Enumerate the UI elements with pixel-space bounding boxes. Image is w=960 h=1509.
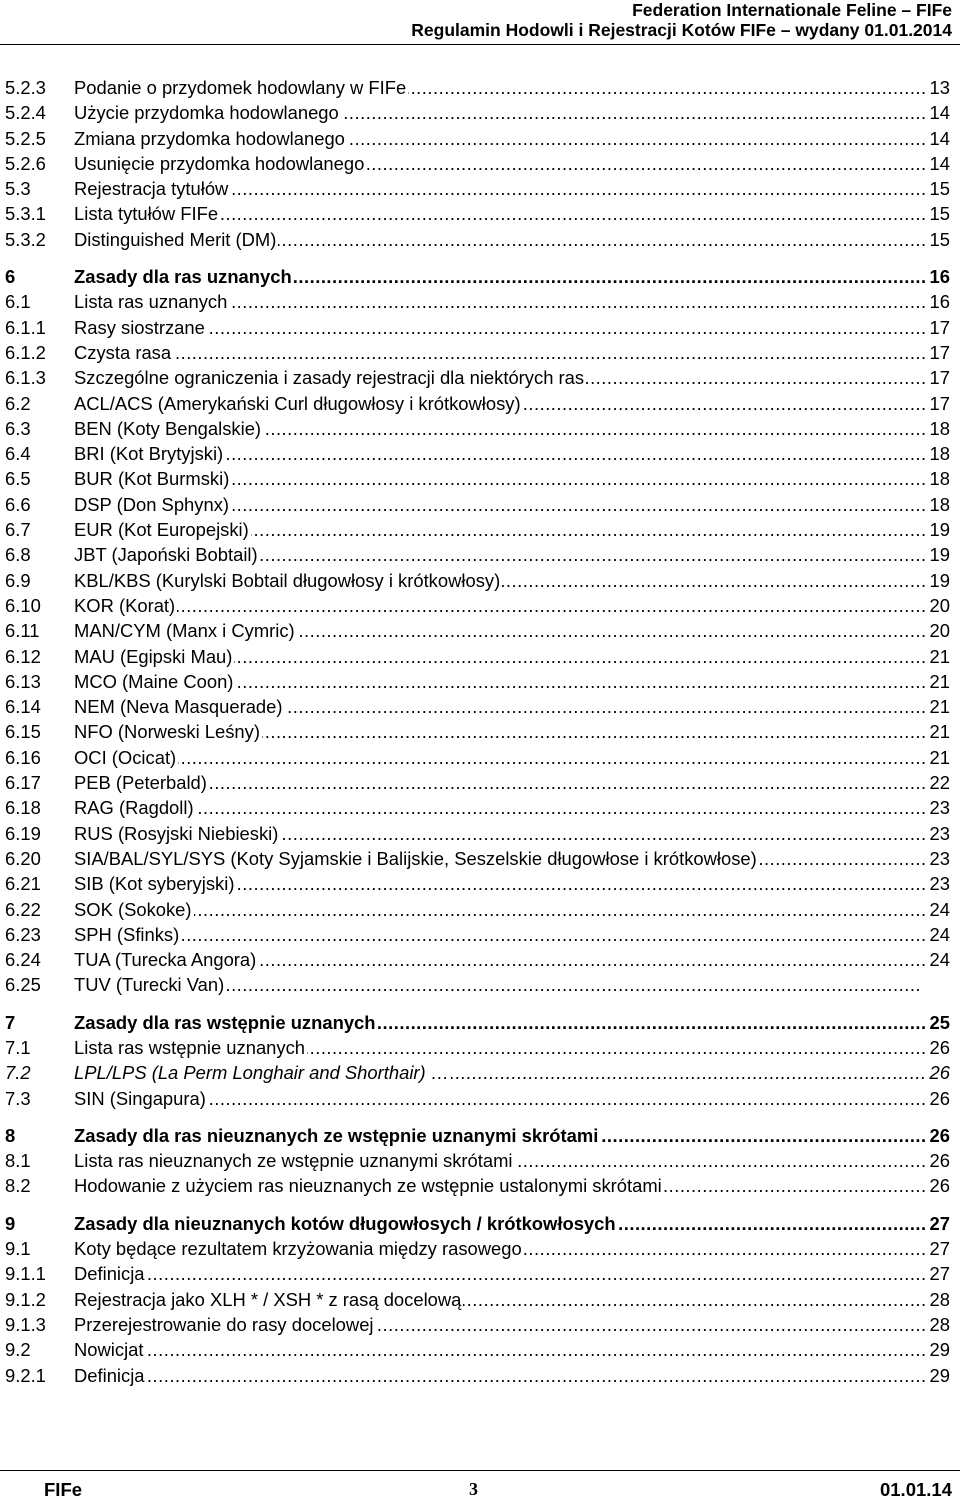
- toc-entry[interactable]: [0, 1123, 960, 1148]
- toc-entry-title: PEB (Peterbald): [74, 770, 209, 795]
- toc-entry-number: 6: [5, 266, 16, 288]
- table-of-contents: [0, 75, 960, 1388]
- toc-entry-page: 17: [927, 391, 950, 416]
- toc-entry-number: 6.16: [5, 746, 41, 768]
- toc-entry-title-line: [74, 1148, 950, 1173]
- toc-entry[interactable]: [0, 201, 960, 226]
- toc-entry-number: 7: [5, 1011, 16, 1033]
- toc-entry-title-line: [74, 694, 950, 719]
- toc-entry-title: BRI (Kot Brytyjski): [74, 441, 225, 466]
- toc-entry-number: 8.1: [5, 1150, 31, 1172]
- toc-entry-title: Lista ras uznanych: [74, 289, 229, 314]
- toc-entry-title-line: [74, 365, 950, 390]
- toc-entry-number: 8.2: [5, 1175, 31, 1197]
- toc-entry-title-line: [74, 126, 950, 151]
- toc-entry[interactable]: [0, 719, 960, 744]
- toc-entry[interactable]: [0, 1035, 960, 1060]
- toc-entry-title: Hodowanie z użyciem ras nieuznanych ze wstępnie ustalonymi skrótami: [74, 1173, 664, 1198]
- toc-entry-page: 26: [927, 1035, 950, 1060]
- toc-entry-number: 5.2.4: [5, 102, 46, 124]
- toc-entry[interactable]: [0, 340, 960, 365]
- toc-entry-number: 6.13: [5, 670, 41, 692]
- toc-entry[interactable]: [0, 618, 960, 643]
- toc-entry-title: Zasady dla ras nieuznanych ze wstępnie uznanymi skrótami: [74, 1123, 600, 1148]
- toc-entry-title: BUR (Kot Burmski): [74, 466, 231, 491]
- toc-entry-number: 6.24: [5, 949, 41, 971]
- toc-entry-title: Zasady dla ras wstępnie uznanych: [74, 1010, 378, 1035]
- toc-entry-page: 14: [927, 100, 950, 125]
- toc-entry-title-line: [74, 1123, 950, 1148]
- toc-entry-number: 6.2: [5, 392, 31, 414]
- toc-entry-title-line: [74, 1060, 950, 1085]
- toc-entry-title: KOR (Korat): [74, 593, 177, 618]
- toc-entry[interactable]: [0, 151, 960, 176]
- toc-entry-title-line: [74, 201, 950, 226]
- toc-entry-title-line: [74, 340, 950, 365]
- toc-entry-title: RAG (Ragdoll): [74, 795, 196, 820]
- toc-entry[interactable]: [0, 1312, 960, 1337]
- toc-entry-number: 6.17: [5, 772, 41, 794]
- toc-entry-title-line: [74, 289, 950, 314]
- toc-entry-title: Koty będące rezultatem krzyżowania między rasowego: [74, 1236, 524, 1261]
- toc-entry-page: 21: [927, 644, 950, 669]
- toc-entry-title: Podanie o przydomek hodowlany w FIFe: [74, 75, 408, 100]
- toc-entry[interactable]: [0, 227, 960, 252]
- toc-entry-number: 9.2.1: [5, 1364, 46, 1386]
- toc-entry-title: TUA (Turecka Angora): [74, 947, 258, 972]
- toc-entry-page: 26: [927, 1173, 950, 1198]
- toc-entry-page: 20: [927, 593, 950, 618]
- toc-entry-title-line: [74, 542, 950, 567]
- toc-entry[interactable]: [0, 391, 960, 416]
- toc-entry-page: 23: [927, 846, 950, 871]
- header-org-name: Federation Internationale Feline – FIFe: [632, 0, 952, 20]
- toc-entry-number: 7.3: [5, 1087, 31, 1109]
- toc-entry-title: MAN/CYM (Manx i Cymric): [74, 618, 297, 643]
- toc-entry-title: SIN (Singapura): [74, 1086, 208, 1111]
- toc-entry-page: 18: [927, 466, 950, 491]
- toc-entry-title-line: [74, 770, 950, 795]
- toc-entry[interactable]: [0, 1236, 960, 1261]
- toc-entry-title-line: [74, 1211, 950, 1236]
- toc-entry-number: 9.1: [5, 1238, 31, 1260]
- footer-page-number: 3: [469, 1479, 478, 1499]
- toc-entry-title-line: [74, 795, 950, 820]
- toc-entry-page: 23: [927, 795, 950, 820]
- toc-entry-title-line: [74, 846, 950, 871]
- toc-entry-number: 5.2.3: [5, 77, 46, 98]
- toc-entry-title: NFO (Norweski Leśny): [74, 719, 262, 744]
- toc-entry-title-line: [74, 416, 950, 441]
- toc-entry-title-line: [74, 821, 950, 846]
- toc-entry-page: 17: [927, 340, 950, 365]
- toc-entry-number: 6.1: [5, 291, 31, 313]
- toc-entry-title-line: [74, 315, 950, 340]
- toc-entry[interactable]: [0, 365, 960, 390]
- toc-entry-page: 25: [927, 1010, 950, 1035]
- toc-entry[interactable]: [0, 1287, 960, 1312]
- toc-entry-title-line: [74, 1010, 950, 1035]
- toc-entry-title: Distinguished Merit (DM): [74, 227, 278, 252]
- toc-entry-title-line: [74, 593, 950, 618]
- toc-entry-number: 8: [5, 1124, 16, 1146]
- toc-entry-title: Rasy siostrzane: [74, 315, 207, 340]
- toc-entry-title: SIB (Kot syberyjski): [74, 871, 236, 896]
- toc-entry-title-line: [74, 669, 950, 694]
- toc-entry-page: 23: [927, 821, 950, 846]
- toc-entry[interactable]: [0, 1086, 960, 1111]
- toc-entry[interactable]: [0, 176, 960, 201]
- toc-entry-page: 27: [927, 1236, 950, 1261]
- toc-entry-number: 6.7: [5, 519, 31, 541]
- toc-entry-title-line: [74, 517, 950, 542]
- toc-entry-number: 9.2: [5, 1339, 31, 1361]
- toc-entry-title: Nowicjat: [74, 1337, 146, 1362]
- toc-entry-number: 6.1.3: [5, 367, 46, 389]
- toc-entry-number: 6.4: [5, 443, 31, 465]
- toc-entry-page: 16: [927, 289, 950, 314]
- toc-entry-number: 6.18: [5, 797, 41, 819]
- toc-entry-title-line: [74, 1363, 950, 1388]
- toc-entry[interactable]: [0, 795, 960, 820]
- page-footer: [0, 1470, 960, 1509]
- toc-entry[interactable]: [0, 1173, 960, 1198]
- toc-entry[interactable]: [0, 922, 960, 947]
- toc-entry[interactable]: [0, 517, 960, 542]
- toc-entry[interactable]: [0, 897, 960, 922]
- toc-entry-number: 6.15: [5, 721, 41, 743]
- toc-entry-title-line: [74, 1035, 950, 1060]
- toc-entry-number: 6.8: [5, 544, 31, 566]
- toc-entry-page: 17: [927, 315, 950, 340]
- toc-entry-title: SIA/BAL/SYL/SYS (Koty Syjamskie i Balijskie, Seszelskie długowłose i krótkowłose): [74, 846, 759, 871]
- toc-entry[interactable]: [0, 1148, 960, 1173]
- toc-entry[interactable]: [0, 492, 960, 517]
- toc-entry-page: 14: [927, 151, 950, 176]
- toc-entry-number: 5.2.5: [5, 127, 46, 149]
- toc-entry-title-line: [74, 492, 950, 517]
- toc-entry-title-line: [74, 264, 950, 289]
- toc-entry-title-line: [74, 441, 950, 466]
- toc-entry-title-line: [74, 1312, 950, 1337]
- toc-entry[interactable]: [0, 264, 960, 289]
- toc-entry-page: 26: [927, 1086, 950, 1111]
- toc-entry[interactable]: [0, 1010, 960, 1035]
- toc-entry[interactable]: [0, 972, 960, 997]
- toc-entry-title-line: [74, 1287, 950, 1312]
- toc-entry-title-line: [74, 618, 950, 643]
- toc-entry-title: RUS (Rosyjski Niebieski): [74, 821, 280, 846]
- toc-entry-page: 28: [927, 1287, 950, 1312]
- header-document-title: Regulamin Hodowli i Rejestracji Kotów FIFe – wydany 01.01.2014: [411, 20, 952, 40]
- toc-entry-page: 29: [927, 1363, 950, 1388]
- toc-entry-title-line: [74, 1086, 950, 1111]
- toc-entry-title: Rejestracja tytułów: [74, 176, 230, 201]
- toc-entry[interactable]: [0, 947, 960, 972]
- toc-entry-title-line: [74, 466, 950, 491]
- toc-entry-title: LPL/LPS (La Perm Longhair and Shorthair) …: [74, 1060, 451, 1085]
- toc-entry-number: 6.1.1: [5, 316, 46, 338]
- toc-entry-number: 6.11: [5, 620, 40, 642]
- toc-entry-title-line: [74, 1236, 950, 1261]
- toc-entry-page: 23: [927, 871, 950, 896]
- toc-entry-number: 5.3.2: [5, 228, 46, 250]
- toc-entry-page: 15: [927, 201, 950, 226]
- toc-entry-title-line: [74, 1337, 950, 1362]
- toc-entry-number: 5.3.1: [5, 203, 46, 225]
- toc-entry-title: ACL/ACS (Amerykański Curl długowłosy i krótkowłosy): [74, 391, 523, 416]
- toc-entry-page: 28: [927, 1312, 950, 1337]
- toc-entry[interactable]: [0, 1337, 960, 1362]
- toc-entry-page: 19: [927, 542, 950, 567]
- toc-entry-page: 21: [927, 745, 950, 770]
- toc-entry-page: 24: [927, 947, 950, 972]
- toc-entry[interactable]: [0, 1060, 960, 1085]
- toc-entry-number: 9: [5, 1212, 16, 1234]
- toc-entry-title: EUR (Kot Europejski): [74, 517, 251, 542]
- toc-entry-page: 15: [927, 176, 950, 201]
- toc-entry-number: 6.20: [5, 847, 41, 869]
- toc-entry-title-line: [74, 644, 950, 669]
- toc-entry[interactable]: [0, 745, 960, 770]
- toc-entry-number: 6.6: [5, 493, 31, 515]
- toc-entry-title: Lista ras wstępnie uznanych: [74, 1035, 307, 1060]
- toc-entry-number: 9.1.1: [5, 1263, 46, 1285]
- toc-entry-page: 20: [927, 618, 950, 643]
- toc-entry[interactable]: [0, 669, 960, 694]
- toc-entry-title: TUV (Turecki Van): [74, 972, 226, 997]
- toc-entry-page: 21: [927, 694, 950, 719]
- toc-entry-number: 6.9: [5, 569, 31, 591]
- toc-entry-page: 26: [927, 1123, 950, 1148]
- toc-entry-page: 18: [927, 416, 950, 441]
- toc-entry-number: 6.10: [5, 594, 41, 616]
- toc-entry-title: Usunięcie przydomka hodowlanego: [74, 151, 366, 176]
- toc-entry-number: 5.2.6: [5, 152, 46, 174]
- toc-entry-page: 24: [927, 922, 950, 947]
- toc-entry-page: 27: [927, 1211, 950, 1236]
- toc-entry-page: 19: [927, 517, 950, 542]
- toc-entry-number: 6.19: [5, 822, 41, 844]
- toc-entry-page: 26: [927, 1060, 950, 1085]
- toc-entry[interactable]: [0, 770, 960, 795]
- toc-entry-title-line: [74, 972, 950, 997]
- toc-entry-page: 16: [927, 264, 950, 289]
- toc-entry-title: DSP (Don Sphynx): [74, 492, 231, 517]
- toc-entry[interactable]: [0, 1211, 960, 1236]
- toc-entry-title-line: [74, 922, 950, 947]
- toc-entry-page: 18: [927, 441, 950, 466]
- toc-entry[interactable]: [0, 315, 960, 340]
- toc-entry-page: 21: [927, 719, 950, 744]
- toc-entry-page: 15: [927, 227, 950, 252]
- toc-entry-number: 6.22: [5, 898, 41, 920]
- toc-entry-title: KBL/KBS (Kurylski Bobtail długowłosy i krótkowłosy): [74, 568, 502, 593]
- toc-entry-number: 7.1: [5, 1036, 31, 1058]
- toc-entry-page: 19: [927, 568, 950, 593]
- toc-entry[interactable]: [0, 821, 960, 846]
- toc-entry-title-line: [74, 75, 950, 100]
- toc-entry-number: 6.23: [5, 923, 41, 945]
- toc-entry-title: MCO (Maine Coon): [74, 669, 235, 694]
- toc-entry-page: 21: [927, 669, 950, 694]
- toc-entry-number: 5.3: [5, 178, 31, 200]
- toc-entry[interactable]: [0, 126, 960, 151]
- toc-entry[interactable]: [0, 1363, 960, 1388]
- toc-entry-number: 6.1.2: [5, 341, 46, 363]
- toc-entry[interactable]: [0, 441, 960, 466]
- toc-entry-number: 7.2: [5, 1062, 31, 1084]
- toc-entry[interactable]: [0, 75, 960, 100]
- toc-entry[interactable]: [0, 644, 960, 669]
- toc-entry[interactable]: [0, 100, 960, 125]
- footer-org: FIFe: [44, 1479, 83, 1500]
- toc-entry-page: 14: [927, 126, 950, 151]
- toc-entry-title-line: [74, 745, 950, 770]
- toc-entry-page: 24: [927, 897, 950, 922]
- toc-entry-number: 6.25: [5, 974, 41, 996]
- toc-entry[interactable]: [0, 568, 960, 593]
- toc-entry[interactable]: [0, 593, 960, 618]
- toc-entry[interactable]: [0, 846, 960, 871]
- toc-entry-number: 6.14: [5, 696, 41, 718]
- toc-entry-title: SOK (Sokoke): [74, 897, 194, 922]
- toc-entry-title: Zasady dla nieuznanych kotów długowłosych / krótkowłosych: [74, 1211, 618, 1236]
- toc-entry-title: JBT (Japoński Bobtail): [74, 542, 260, 567]
- toc-entry-title: OCI (Ocicat): [74, 745, 178, 770]
- toc-entry-title: Czysta rasa: [74, 340, 173, 365]
- toc-entry-number: 9.1.2: [5, 1288, 46, 1310]
- toc-entry-title: Zasady dla ras uznanych: [74, 264, 294, 289]
- toc-entry-page: 18: [927, 492, 950, 517]
- toc-entry[interactable]: [0, 1261, 960, 1286]
- toc-entry[interactable]: [0, 542, 960, 567]
- toc-entry-number: 6.3: [5, 417, 31, 439]
- toc-entry-title-line: [74, 100, 950, 125]
- footer-date: 01.01.14: [879, 1479, 952, 1500]
- toc-entry[interactable]: [0, 289, 960, 314]
- toc-entry-title: Lista ras nieuznanych ze wstępnie uznanymi skrótami: [74, 1148, 515, 1173]
- toc-entry-number: 6.5: [5, 468, 31, 490]
- toc-entry[interactable]: [0, 466, 960, 491]
- toc-entry-title: Rejestracja jako XLH * / XSH * z rasą docelową: [74, 1287, 463, 1312]
- toc-entry-number: 6.12: [5, 645, 41, 667]
- toc-entry-title-line: [74, 176, 950, 201]
- toc-entry[interactable]: [0, 416, 960, 441]
- toc-entry-page: 29: [927, 1337, 950, 1362]
- toc-entry-title: Użycie przydomka hodowlanego: [74, 100, 341, 125]
- toc-entry-title: NEM (Neva Masquerade): [74, 694, 285, 719]
- toc-entry-title-line: [74, 719, 950, 744]
- toc-entry[interactable]: [0, 694, 960, 719]
- toc-entry-title-line: [74, 947, 950, 972]
- toc-entry-title: Zmiana przydomka hodowlanego: [74, 126, 347, 151]
- toc-entry-page: [947, 972, 950, 997]
- toc-entry-title: Lista tytułów FIFe: [74, 201, 220, 226]
- toc-entry-page: 22: [927, 770, 950, 795]
- toc-entry-title-line: [74, 1261, 950, 1286]
- toc-entry[interactable]: [0, 871, 960, 896]
- toc-entry-page: 13: [927, 75, 950, 100]
- toc-entry-number: 6.21: [5, 873, 41, 895]
- toc-entry-page: 26: [927, 1148, 950, 1173]
- toc-entry-title: Przerejestrowanie do rasy docelowej: [74, 1312, 376, 1337]
- toc-entry-title: MAU (Egipski Mau): [74, 644, 234, 669]
- toc-entry-title-line: [74, 897, 950, 922]
- toc-entry-title: Szczególne ograniczenia i zasady rejestracji dla niektórych ras: [74, 365, 586, 390]
- toc-entry-title: BEN (Koty Bengalskie): [74, 416, 263, 441]
- toc-entry-page: 27: [927, 1261, 950, 1286]
- toc-entry-title-line: [74, 1173, 950, 1198]
- page-header: [0, 0, 960, 45]
- toc-entry-title-line: [74, 151, 950, 176]
- toc-entry-title-line: [74, 227, 950, 252]
- toc-entry-title-line: [74, 568, 950, 593]
- toc-entry-title-line: [74, 871, 950, 896]
- toc-entry-title: Definicja: [74, 1363, 147, 1388]
- toc-entry-title: SPH (Sfinks): [74, 922, 181, 947]
- toc-entry-title: Definicja: [74, 1261, 147, 1286]
- toc-entry-number: 9.1.3: [5, 1313, 46, 1335]
- toc-entry-title-line: [74, 391, 950, 416]
- toc-entry-page: 17: [927, 365, 950, 390]
